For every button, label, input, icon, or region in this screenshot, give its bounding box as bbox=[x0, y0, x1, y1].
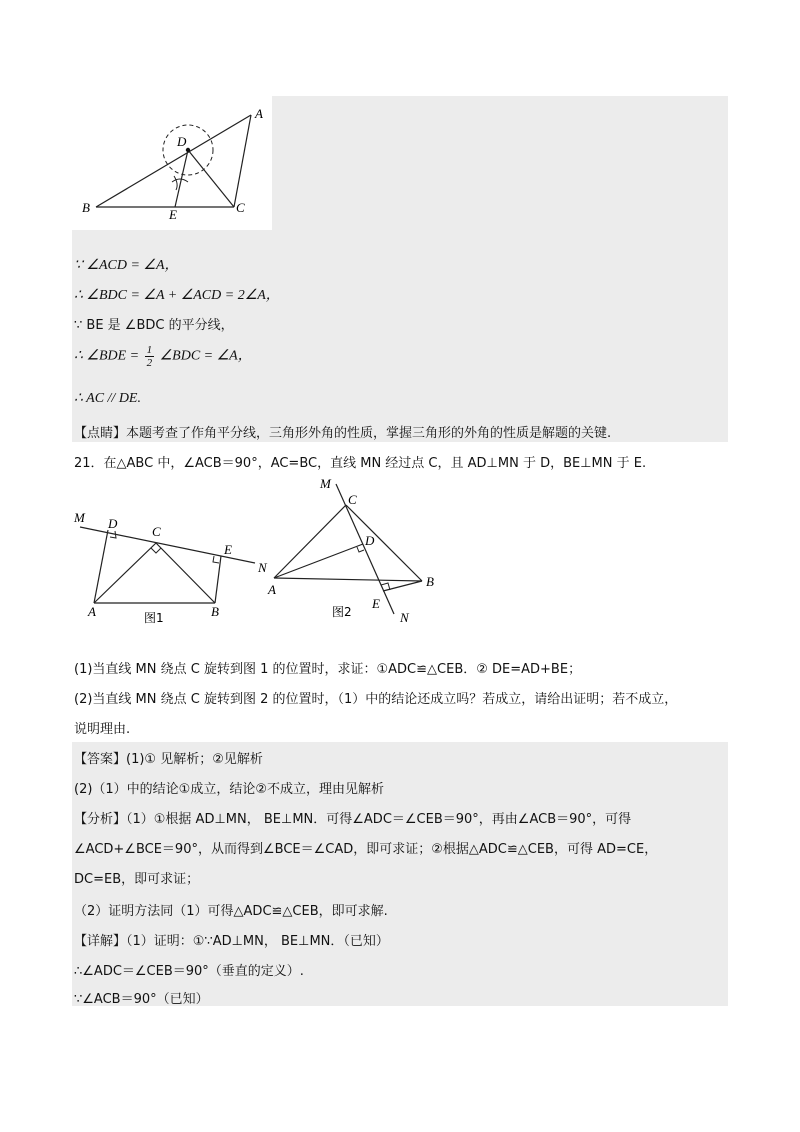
proof-line-4-suffix: ∠BDC = ∠A， bbox=[159, 348, 252, 364]
detail-line-1: 【详解】（1）证明：①∵AD⊥MN， BE⊥MN．（已知） bbox=[74, 934, 389, 949]
fraction-numerator: 1 bbox=[146, 344, 153, 356]
fig2-label-E: E bbox=[372, 596, 380, 611]
proof-line-2: ∴ ∠BDC = ∠A + ∠ACD = 2∠A， bbox=[74, 288, 280, 303]
fig1-label-C: C bbox=[152, 524, 161, 539]
proof-line-4 bbox=[74, 344, 252, 369]
label-E: E bbox=[169, 207, 177, 222]
analysis-line-1: 【分析】（1）①根据 AD⊥MN， BE⊥MN．可得∠ADC＝∠CEB＝90°，再由∠ACB＝90°，可得 bbox=[74, 812, 632, 827]
fraction-one-half bbox=[145, 344, 155, 369]
fig1-label-N: N bbox=[258, 560, 267, 575]
label-D: D bbox=[177, 134, 187, 149]
angle-bisector-figure bbox=[74, 96, 274, 230]
answer-line-1: 【答案】(1)① 见解析；②见解析 bbox=[74, 752, 263, 767]
fig2-label-D: D bbox=[365, 533, 375, 548]
analysis-line-2: ∠ACD+∠BCE＝90°，从而得到∠BCE＝∠CAD，即可求证；②根据△ADC≌△CEB，可得 AD=CE， bbox=[74, 842, 658, 857]
analysis-line-3: DC=EB，即可求证； bbox=[74, 872, 200, 887]
figure-1 bbox=[72, 500, 282, 630]
answer-line-2: (2)（1）中的结论①成立，结论②不成立，理由见解析 bbox=[74, 782, 384, 797]
figure-2 bbox=[262, 474, 442, 630]
fig1-label-E: E bbox=[224, 542, 232, 557]
proof-line-4-prefix: ∴ ∠BDE = bbox=[74, 348, 140, 364]
fraction-denominator: 2 bbox=[146, 357, 153, 369]
fig2-caption: 图2 bbox=[332, 605, 352, 619]
detail-line-2: ∴∠ADC＝∠CEB＝90°（垂直的定义）. bbox=[74, 964, 304, 979]
proof-line-3: ∵ BE 是 ∠BDC 的平分线， bbox=[74, 318, 234, 333]
q21-stem: 21．在△ABC 中，∠ACB＝90°，AC=BC，直线 MN 经过点 C，且 AD⊥MN 于 D，BE⊥MN 于 E. bbox=[74, 456, 647, 471]
q21-part2-line2: 说明理由. bbox=[74, 722, 131, 737]
fig2-label-M: M bbox=[320, 476, 331, 491]
fig1-label-A: A bbox=[88, 604, 96, 619]
q21-part2-line1: (2)当直线 MN 绕点 C 旋转到图 2 的位置时，（1）中的结论还成立吗？若成立，请给出证明；若不成立， bbox=[74, 692, 678, 707]
fig2-label-C: C bbox=[348, 492, 357, 507]
label-B: B bbox=[82, 200, 90, 215]
q21-part1: (1)当直线 MN 绕点 C 旋转到图 1 的位置时，求证：①ADC≌△CEB．② DE=AD+BE； bbox=[74, 662, 582, 677]
fig1-label-D: D bbox=[108, 516, 118, 531]
label-C: C bbox=[236, 200, 245, 215]
fig2-label-N: N bbox=[400, 610, 409, 625]
proof-line-5: ∴ AC // DE. bbox=[74, 391, 141, 406]
proof-line-1: ∵ ∠ACD = ∠A， bbox=[74, 258, 179, 273]
fig1-label-M: M bbox=[74, 510, 85, 525]
fig1-label-B: B bbox=[211, 604, 219, 619]
comment-line: 【点睛】本题考查了作角平分线，三角形外角的性质，掌握三角形的外角的性质是解题的关键. bbox=[74, 426, 612, 441]
analysis-line-4: （2）证明方法同（1）可得△ADC≌△CEB，即可求解. bbox=[74, 904, 388, 919]
fig2-label-B: B bbox=[426, 574, 434, 589]
detail-line-3: ∵∠ACB＝90°（已知） bbox=[74, 992, 209, 1007]
fig2-label-A: A bbox=[268, 582, 276, 597]
fig1-caption: 图1 bbox=[144, 611, 164, 625]
label-A: A bbox=[255, 106, 263, 121]
top-figure-background bbox=[272, 96, 728, 230]
